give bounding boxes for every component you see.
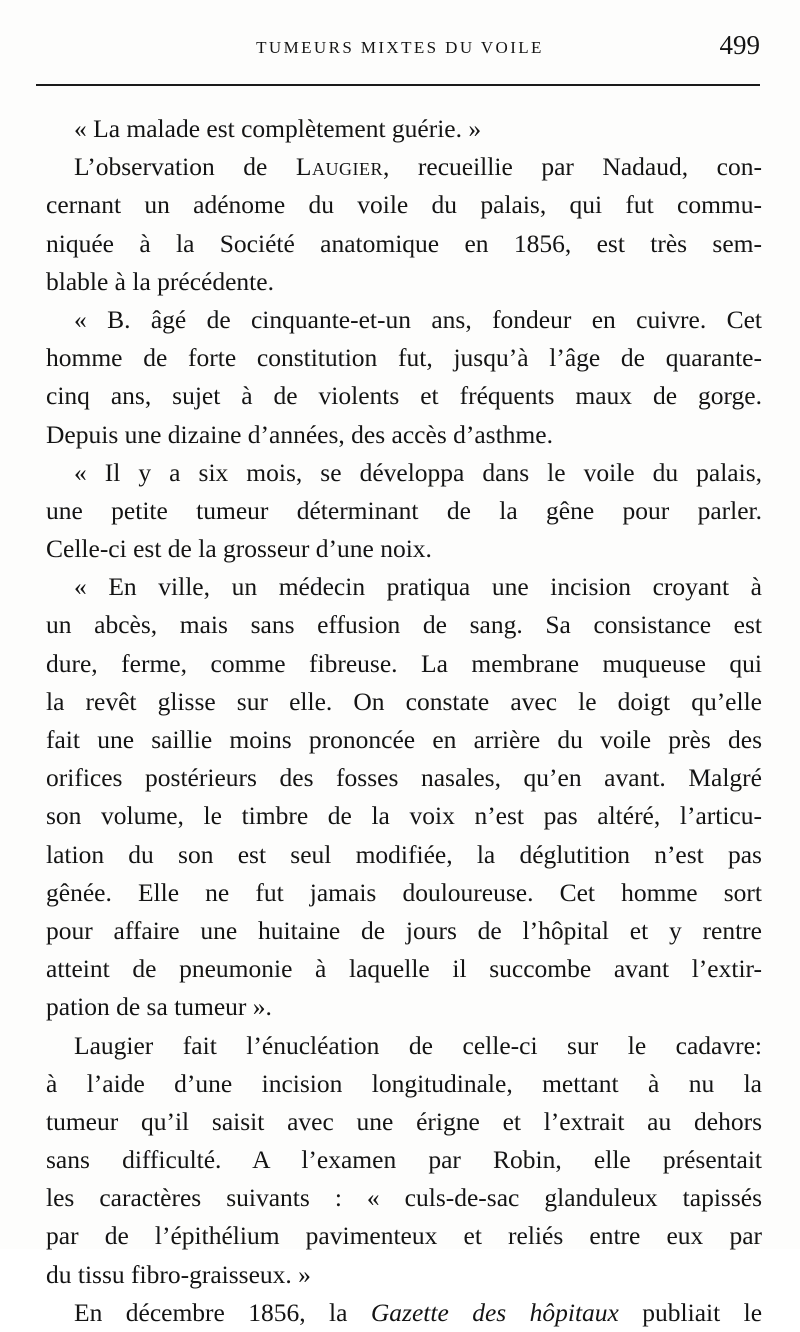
text-line: du tissu fibro-graisseux. » (46, 1259, 311, 1289)
text-line: Celle-ci est de la grosseur d’une noix. (46, 534, 432, 564)
running-title: TUMEURS MIXTES DU VOILE (256, 38, 544, 57)
text-line: lation du son est seul modifiée, la déglutition n’est pas (46, 839, 762, 869)
text-line: à l’aide d’une incision longitudinale, mettant à nu la (46, 1068, 762, 1098)
text-line: « La malade est complètement guérie. » (74, 114, 482, 143)
page-number: 499 (719, 30, 760, 60)
text-line: Laugier fait l’énucléation de celle-ci sur le cadavre: (74, 1030, 762, 1060)
running-head (40, 30, 760, 70)
text-segment: publiait le (618, 1297, 763, 1327)
text-line (46, 1294, 762, 1332)
body-text (46, 110, 762, 1332)
journal-title: Gazette des hôpitaux (370, 1297, 619, 1327)
text-line: un abcès, mais sans effusion de sang. Sa consistance est (46, 610, 762, 640)
text-segment: , recueillie par Nadaud, con- (382, 152, 762, 182)
text-segment: L’observation de (74, 152, 296, 182)
text-line (46, 148, 762, 186)
text-line: blable à la précédente. (46, 266, 274, 296)
text-line: pour affaire une huitaine de jours de l’hôpital et y rentre (46, 915, 762, 945)
text-line: gênée. Elle ne fut jamais douloureuse. Cet homme sort (46, 877, 762, 907)
text-line: « En ville, un médecin pratiqua une incision croyant à (74, 572, 762, 602)
text-line: « Il y a six mois, se développa dans le voile du palais, (74, 457, 762, 487)
text-line: son volume, le timbre de la voix n’est pas altéré, l’articu- (46, 801, 762, 831)
text-line: sans difficulté. A l’examen par Robin, elle présentait (46, 1145, 762, 1175)
text-line: une petite tumeur déterminant de la gêne pour parler. (46, 495, 762, 525)
text-line: par de l’épithélium pavimenteux et reliés entre eux par (46, 1221, 762, 1251)
header-rule (36, 84, 760, 86)
author-name: Laugier (295, 152, 383, 182)
text-line: pation de sa tumeur ». (46, 992, 272, 1022)
text-segment: En décembre 1856, la (74, 1297, 371, 1327)
text-line: homme de forte constitution fut, jusqu’à l’âge de quarante- (46, 343, 762, 373)
text-line: les caractères suivants : « culs-de-sac glanduleux tapissés (46, 1183, 762, 1213)
text-line: la revêt glisse sur elle. On constate avec le doigt qu’elle (46, 686, 762, 716)
text-line: cinq ans, sujet à de violents et fréquents maux de gorge. (46, 381, 762, 411)
text-line: orifices postérieurs des fosses nasales, qu’en avant. Malgré (46, 763, 762, 793)
text-line: « B. âgé de cinquante-et-un ans, fondeur en cuivre. Cet (74, 304, 762, 334)
text-line: Depuis une dizaine d’années, des accès d’asthme. (46, 419, 553, 449)
text-line: niquée à la Société anatomique en 1856, est très sem- (46, 228, 762, 258)
text-line: tumeur qu’il saisit avec une érigne et l’extrait au dehors (46, 1106, 762, 1136)
text-line: fait une saillie moins prononcée en arrière du voile près des (46, 725, 762, 754)
text-line: dure, ferme, comme fibreuse. La membrane muqueuse qui (46, 648, 762, 678)
text-line: atteint de pneumonie à laquelle il succombe avant l’extir- (46, 954, 762, 984)
text-line: cernant un adénome du voile du palais, qui fut commu- (46, 190, 762, 220)
